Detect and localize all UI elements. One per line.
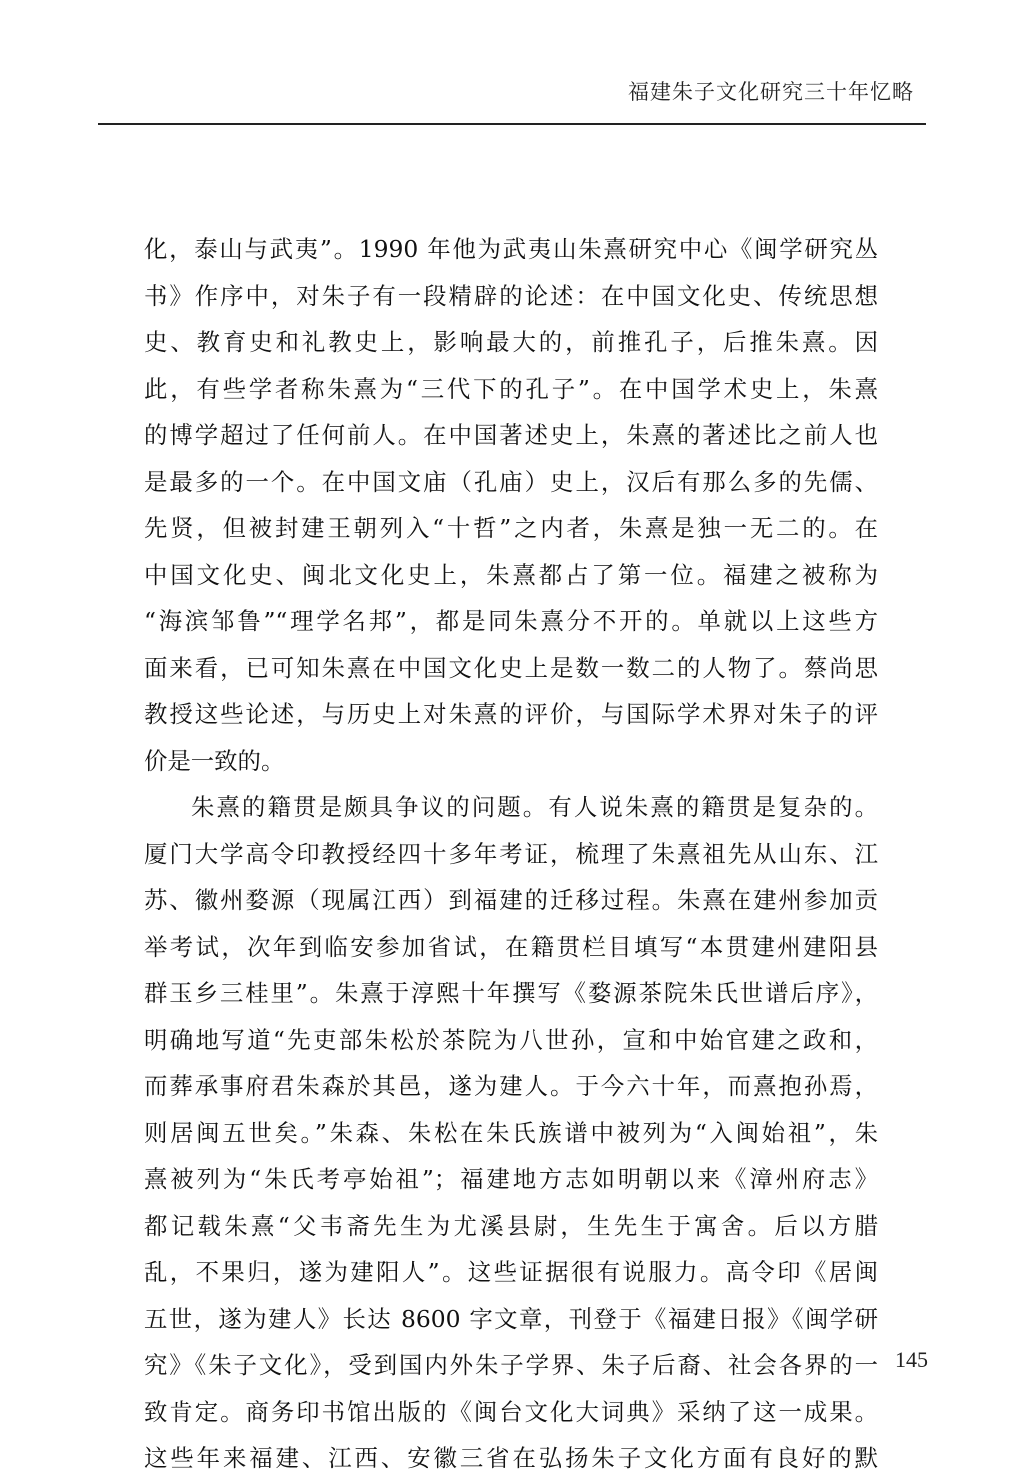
text-line: 厦门大学高令印教授经四十多年考证，梳理了朱熹祖先从山东、江 <box>144 839 878 868</box>
text-line-paragraph-start: 朱熹的籍贯是颇具争议的问题。有人说朱熹的籍贯是复杂的。 <box>191 793 878 821</box>
text-line: 化，泰山与武夷”。1990 年他为武夷山朱熹研究中心《闽学研究丛 <box>144 235 878 263</box>
body-text <box>144 226 878 1482</box>
text-line: 苏、徽州婺源（现属江西）到福建的迁移过程。朱熹在建州参加贡 <box>144 886 878 914</box>
text-line: 究》《朱子文化》，受到国内外朱子学界、朱子后裔、社会各界的一 <box>144 1351 878 1379</box>
text-line: 都记载朱熹“父韦斋先生为尤溪县尉，生先生于寓舍。后以方腊 <box>144 1211 878 1240</box>
text-line: 举考试，次年到临安参加省试，在籍贯栏目填写“本贯建州建阳县 <box>144 932 878 961</box>
running-header-title: 福建朱子文化研究三十年忆略 <box>628 80 914 104</box>
text-line: 书》作序中，对朱子有一段精辟的论述：在中国文化史、传统思想 <box>144 281 878 310</box>
text-line: 致肯定。商务印书馆出版的《闽台文化大词典》采纳了这一成果。 <box>144 1397 878 1426</box>
text-line: 是最多的一个。在中国文庙（孔庙）史上，汉后有那么多的先儒、 <box>144 467 878 496</box>
text-line: 明确地写道“先吏部朱松於茶院为八世孙，宣和中始官建之政和， <box>144 1025 878 1054</box>
text-line: 而葬承事府君朱森於其邑，遂为建人。于今六十年，而熹抱孙焉， <box>144 1072 878 1100</box>
text-line: 五世，遂为建人》长达 8600 字文章，刊登于《福建日报》《闽学研 <box>144 1304 878 1333</box>
text-line: 先贤，但被封建王朝列入“十哲”之内者，朱熹是独一无二的。在 <box>144 514 878 542</box>
page-number: 145 <box>895 1347 928 1372</box>
text-line: “海滨邹鲁”“理学名邦”，都是同朱熹分不开的。单就以上这些方 <box>144 607 878 635</box>
text-line: 中国文化史、闽北文化史上，朱熹都占了第一位。福建之被称为 <box>144 560 878 589</box>
text-line: 乱，不果归，遂为建阳人”。这些证据很有说服力。高令印《居闽 <box>144 1258 878 1286</box>
text-line: 的博学超过了任何前人。在中国著述史上，朱熹的著述比之前人也 <box>144 421 878 449</box>
text-line: 史、教育史和礼教史上，影响最大的，前推孔子，后推朱熹。因 <box>144 328 878 356</box>
text-line: 群玉乡三桂里”。朱熹于淳熙十年撰写《婺源茶院朱氏世谱后序》， <box>144 979 878 1007</box>
text-line: 则居闽五世矣。”朱森、朱松在朱氏族谱中被列为“入闽始祖”，朱 <box>144 1118 878 1147</box>
text-line-paragraph-end: 价是一致的。 <box>144 746 285 775</box>
header-rule <box>98 123 926 125</box>
text-line: 这些年来福建、江西、安徽三省在弘扬朱子文化方面有良好的默 <box>144 1444 878 1472</box>
text-line: 此，有些学者称朱熹为“三代下的孔子”。在中国学术史上，朱熹 <box>144 374 878 403</box>
text-line: 面来看，已可知朱熹在中国文化史上是数一数二的人物了。蔡尚思 <box>144 653 878 682</box>
text-line: 教授这些论述，与历史上对朱熹的评价，与国际学术界对朱子的评 <box>144 700 878 728</box>
text-line: 熹被列为“朱氏考亭始祖”；福建地方志如明朝以来《漳州府志》 <box>144 1165 878 1193</box>
